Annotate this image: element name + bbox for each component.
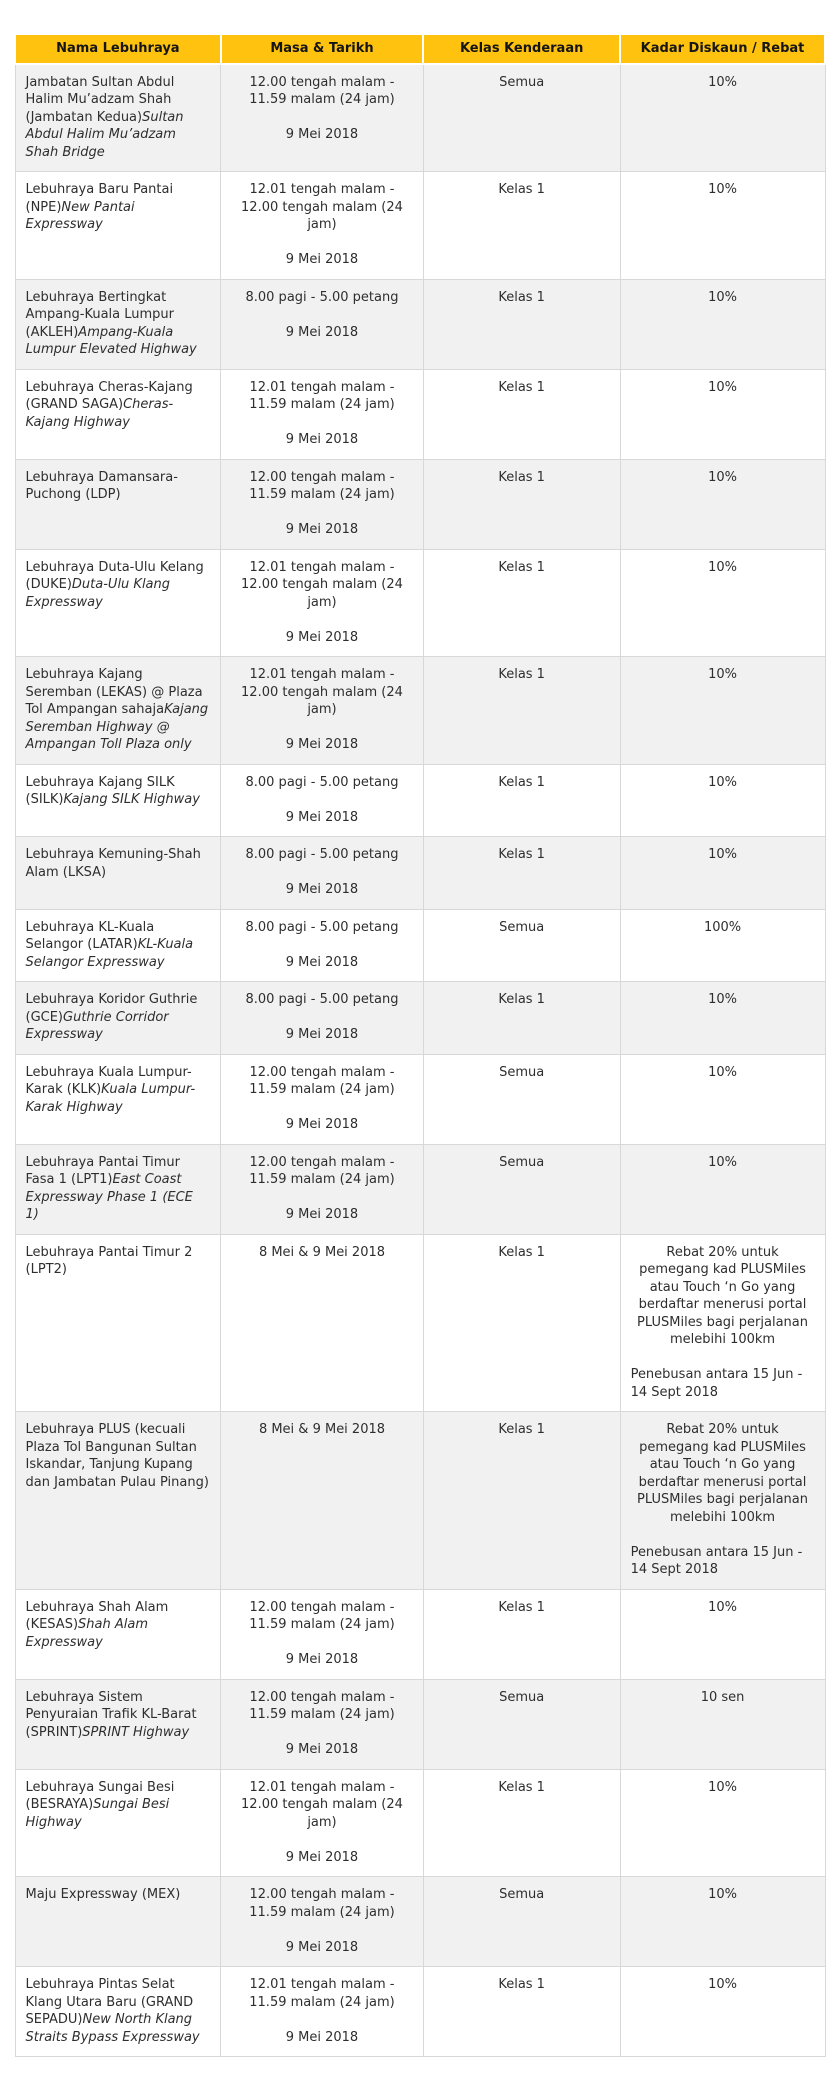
vehicle-class: Kelas 1 <box>498 667 545 682</box>
highway-name-malay: Lebuhraya Baru Pantai (NPE) <box>25 182 174 215</box>
cell-vehicle-class <box>423 657 620 765</box>
discount-rate: 10% <box>708 559 737 575</box>
time-range: 12.00 tengah malam - 11.59 malam (24 jam) <box>249 1689 395 1722</box>
discount-rate: 10% <box>708 74 737 90</box>
cell-time-date <box>221 1234 424 1412</box>
discount-rate: 10% <box>708 992 737 1007</box>
cell-vehicle-class <box>423 1054 620 1144</box>
cell-discount-rate <box>620 657 825 765</box>
table-row <box>15 1967 825 2057</box>
time-range: 12.01 tengah malam - 12.00 tengah malam (24 jam) <box>241 182 403 232</box>
cell-time-date <box>221 837 424 910</box>
date: 9 Mei 2018 <box>285 954 359 970</box>
date: 9 Mei 2018 <box>285 1652 359 1667</box>
time-range: 12.00 tengah malam - 11.59 malam (24 jam) <box>249 1154 395 1187</box>
time-range: 12.00 tengah malam - 11.59 malam (24 jam) <box>249 1599 395 1632</box>
highway-name-malay: Lebuhraya Cheras-Kajang (GRAND SAGA) <box>25 379 193 412</box>
highway-name-malay: Maju Expressway (MEX) <box>25 1887 181 1902</box>
time-range: 8.00 pagi - 5.00 petang <box>245 919 399 935</box>
redemption-note: Penebusan antara 15 Jun - 14 Sept 2018 <box>630 1544 803 1577</box>
table-row <box>15 1412 825 1590</box>
cell-vehicle-class <box>423 1412 620 1590</box>
cell-highway-name <box>15 1679 221 1769</box>
table-body <box>15 64 825 2057</box>
table-header <box>15 34 825 64</box>
discount-rate: 10% <box>708 379 737 395</box>
table-row <box>15 369 825 459</box>
date: 9 Mei 2018 <box>285 1939 359 1955</box>
cell-time-date <box>221 549 424 657</box>
table-row <box>15 837 825 910</box>
time-range: 8.00 pagi - 5.00 petang <box>245 992 399 1007</box>
highway-name-english: Shah Alam Expressway <box>25 1617 148 1650</box>
cell-vehicle-class <box>423 764 620 837</box>
cell-vehicle-class <box>423 1679 620 1769</box>
cell-discount-rate <box>620 1234 825 1412</box>
cell-highway-name <box>15 1589 221 1679</box>
date: 9 Mei 2018 <box>285 629 359 645</box>
table-row <box>15 64 825 172</box>
date: 9 Mei 2018 <box>285 432 359 447</box>
cell-time-date <box>221 459 424 549</box>
vehicle-class: Semua <box>499 74 545 90</box>
time-range: 8.00 pagi - 5.00 petang <box>245 289 399 305</box>
table-row <box>15 1054 825 1144</box>
cell-discount-rate <box>620 549 825 657</box>
time-range: 12.01 tengah malam - 11.59 malam (24 jam) <box>249 1977 395 2010</box>
vehicle-class: Kelas 1 <box>498 379 545 395</box>
cell-vehicle-class <box>423 279 620 369</box>
cell-discount-rate <box>620 1679 825 1769</box>
date: 9 Mei 2018 <box>285 809 359 825</box>
discount-rate: 10% <box>708 1154 737 1170</box>
highway-name-malay: Lebuhraya Pantai Timur 2 (LPT2) <box>25 1244 193 1277</box>
time-range: 12.01 tengah malam - 11.59 malam (24 jam) <box>249 379 395 412</box>
highway-name-english: KL-Kuala Selangor Expressway <box>25 937 194 970</box>
highway-name-english: Sultan Abdul Halim Mu’adzam Shah Bridge <box>25 109 184 160</box>
table-row <box>15 549 825 657</box>
cell-highway-name <box>15 1054 221 1144</box>
highway-name-malay: Lebuhraya Kajang Seremban (LEKAS) @ Plaza Tol Ampangan sahaja <box>25 667 203 717</box>
highway-name-malay: Lebuhraya Duta-Ulu Kelang (DUKE) <box>25 559 204 592</box>
discount-rate: 10% <box>708 847 737 862</box>
date: 9 Mei 2018 <box>285 127 359 142</box>
highway-name-malay: Lebuhraya Kemuning-Shah Alam (LKSA) <box>25 847 201 880</box>
vehicle-class: Kelas 1 <box>498 992 545 1007</box>
discount-rate: 10% <box>708 182 737 197</box>
cell-time-date <box>221 1877 424 1967</box>
discount-rate: Rebat 20% untuk pemegang kad PLUSMiles atau Touch ‘n Go yang berdaftar menerusi portal PLUSMiles bagi perjalanan melebihi 100km <box>637 1244 809 1347</box>
date: 9 Mei 2018 <box>285 522 359 537</box>
cell-highway-name <box>15 279 221 369</box>
cell-highway-name <box>15 909 221 982</box>
vehicle-class: Kelas 1 <box>498 559 545 575</box>
col-header-kadar-diskaun: Kadar Diskaun / Rebat <box>620 34 825 64</box>
discount-rate: 10 sen <box>700 1689 745 1705</box>
cell-discount-rate <box>620 279 825 369</box>
date: 9 Mei 2018 <box>285 2029 359 2045</box>
cell-time-date <box>221 369 424 459</box>
time-range: 12.01 tengah malam - 12.00 tengah malam (24 jam) <box>241 667 403 717</box>
date: 9 Mei 2018 <box>285 737 359 752</box>
highway-name-malay: Lebuhraya Kuala Lumpur-Karak (KLK) <box>25 1064 192 1097</box>
cell-highway-name <box>15 172 221 280</box>
date: 9 Mei 2018 <box>285 252 359 267</box>
cell-discount-rate <box>620 837 825 910</box>
highway-name-malay: Lebuhraya Koridor Guthrie (GCE) <box>25 992 198 1025</box>
table-row <box>15 1679 825 1769</box>
cell-discount-rate <box>620 1769 825 1877</box>
vehicle-class: Kelas 1 <box>498 289 545 305</box>
cell-highway-name <box>15 1144 221 1234</box>
table-row <box>15 279 825 369</box>
cell-time-date <box>221 1412 424 1590</box>
vehicle-class: Semua <box>499 1154 545 1170</box>
highway-name-malay: Lebuhraya Shah Alam (KESAS) <box>25 1599 169 1632</box>
table-row <box>15 172 825 280</box>
highway-name-english: Kuala Lumpur-Karak Highway <box>25 1082 196 1115</box>
cell-vehicle-class <box>423 837 620 910</box>
highway-name-malay: Lebuhraya Damansara-Puchong (LDP) <box>25 469 178 502</box>
cell-vehicle-class <box>423 1144 620 1234</box>
cell-time-date <box>221 172 424 280</box>
col-header-kelas-kenderaan: Kelas Kenderaan <box>423 34 620 64</box>
table-row <box>15 1234 825 1412</box>
table-row <box>15 982 825 1055</box>
cell-time-date <box>221 1054 424 1144</box>
cell-time-date <box>221 64 424 172</box>
date: 9 Mei 2018 <box>285 324 359 340</box>
cell-discount-rate <box>620 1877 825 1967</box>
time-range: 8.00 pagi - 5.00 petang <box>245 774 399 790</box>
discount-rate: 10% <box>708 667 737 682</box>
cell-vehicle-class <box>423 459 620 549</box>
cell-vehicle-class <box>423 369 620 459</box>
col-header-nama-lebuhraya: Nama Lebuhraya <box>15 34 221 64</box>
cell-vehicle-class <box>423 64 620 172</box>
cell-time-date <box>221 1589 424 1679</box>
cell-highway-name <box>15 982 221 1055</box>
cell-highway-name <box>15 1234 221 1412</box>
table-row <box>15 1877 825 1967</box>
cell-time-date <box>221 279 424 369</box>
cell-discount-rate <box>620 1144 825 1234</box>
cell-vehicle-class <box>423 1967 620 2057</box>
cell-highway-name <box>15 1412 221 1590</box>
vehicle-class: Kelas 1 <box>498 1422 545 1437</box>
highway-name-english: Sungai Besi Highway <box>25 1797 170 1830</box>
toll-discount-table <box>14 33 826 2057</box>
cell-time-date <box>221 657 424 765</box>
discount-rate: 10% <box>708 289 737 305</box>
cell-vehicle-class <box>423 1769 620 1877</box>
cell-discount-rate <box>620 369 825 459</box>
cell-discount-rate <box>620 64 825 172</box>
table-row <box>15 459 825 549</box>
highway-name-malay: Lebuhraya Kajang SILK (SILK) <box>25 774 175 807</box>
discount-rate: 10% <box>708 1599 737 1615</box>
highway-name-malay: Lebuhraya Sistem Penyuraian Trafik KL-Barat (SPRINT) <box>25 1689 197 1740</box>
cell-discount-rate <box>620 909 825 982</box>
vehicle-class: Kelas 1 <box>498 1599 545 1615</box>
highway-name-english: SPRINT Highway <box>82 1724 190 1740</box>
vehicle-class: Kelas 1 <box>498 1977 545 1992</box>
highway-name-malay: Jambatan Sultan Abdul Halim Mu’adzam Shah (Jambatan Kedua) <box>25 74 175 125</box>
highway-name-malay: Lebuhraya Pantai Timur Fasa 1 (LPT1) <box>25 1154 181 1187</box>
cell-highway-name <box>15 657 221 765</box>
vehicle-class: Kelas 1 <box>498 774 545 790</box>
time-range: 8.00 pagi - 5.00 petang <box>245 847 399 862</box>
cell-time-date <box>221 982 424 1055</box>
table-row <box>15 909 825 982</box>
cell-time-date <box>221 764 424 837</box>
vehicle-class: Semua <box>499 1689 545 1705</box>
cell-highway-name <box>15 369 221 459</box>
vehicle-class: Kelas 1 <box>498 1779 545 1795</box>
vehicle-class: Kelas 1 <box>498 469 545 485</box>
date: 9 Mei 2018 <box>285 1207 359 1222</box>
vehicle-class: Semua <box>499 1887 545 1902</box>
discount-rate: 10% <box>708 1887 737 1902</box>
discount-rate: 10% <box>708 1977 737 1992</box>
discount-rate: 10% <box>708 1779 737 1795</box>
table-row <box>15 1144 825 1234</box>
highway-name-malay: Lebuhraya Pintas Selat Klang Utara Baru (GRAND SEPADU) <box>25 1977 194 2027</box>
cell-highway-name <box>15 1769 221 1877</box>
cell-time-date <box>221 909 424 982</box>
cell-discount-rate <box>620 1589 825 1679</box>
cell-highway-name <box>15 837 221 910</box>
cell-time-date <box>221 1679 424 1769</box>
cell-vehicle-class <box>423 1877 620 1967</box>
highway-name-english: Kajang Seremban Highway @ Ampangan Toll Plaza only <box>25 702 209 752</box>
time-range: 12.00 tengah malam - 11.59 malam (24 jam) <box>249 469 395 502</box>
highway-name-english: East Coast Expressway Phase 1 (ECE 1) <box>25 1172 193 1222</box>
cell-highway-name <box>15 459 221 549</box>
cell-time-date <box>221 1769 424 1877</box>
date: 9 Mei 2018 <box>285 1027 359 1042</box>
date: 9 Mei 2018 <box>285 1849 359 1865</box>
time-range: 12.00 tengah malam - 11.59 malam (24 jam) <box>249 1887 395 1920</box>
vehicle-class: Semua <box>499 1064 545 1080</box>
cell-time-date <box>221 1967 424 2057</box>
cell-time-date <box>221 1144 424 1234</box>
table-row <box>15 1769 825 1877</box>
discount-rate: Rebat 20% untuk pemegang kad PLUSMiles atau Touch ‘n Go yang berdaftar menerusi portal PLUSMiles bagi perjalanan melebihi 100km <box>637 1422 809 1525</box>
redemption-note: Penebusan antara 15 Jun - 14 Sept 2018 <box>630 1367 803 1400</box>
vehicle-class: Semua <box>499 919 545 935</box>
highway-name-english: New North Klang Straits Bypass Expressway <box>25 2012 200 2045</box>
time-range: 12.00 tengah malam - 11.59 malam (24 jam) <box>249 1064 395 1097</box>
discount-rate: 10% <box>708 469 737 485</box>
highway-name-malay: Lebuhraya KL-Kuala Selangor (LATAR) <box>25 919 155 952</box>
highway-name-english: Kajang SILK Highway <box>63 792 200 807</box>
cell-highway-name <box>15 64 221 172</box>
highway-name-english: Cheras-Kajang Highway <box>25 397 174 430</box>
vehicle-class: Kelas 1 <box>498 182 545 197</box>
time-range: 12.01 tengah malam - 12.00 tengah malam (24 jam) <box>241 1779 403 1830</box>
time-range: 8 Mei & 9 Mei 2018 <box>258 1422 386 1437</box>
cell-discount-rate <box>620 459 825 549</box>
vehicle-class: Kelas 1 <box>498 1244 545 1260</box>
time-range: 12.00 tengah malam - 11.59 malam (24 jam) <box>249 74 395 107</box>
highway-name-malay: Lebuhraya PLUS (kecuali Plaza Tol Bangunan Sultan Iskandar, Tanjung Kupang dan Jambatan Pulau Pinang) <box>25 1422 209 1490</box>
col-header-masa-tarikh: Masa & Tarikh <box>221 34 424 64</box>
cell-highway-name <box>15 1967 221 2057</box>
date: 9 Mei 2018 <box>285 1742 359 1757</box>
cell-highway-name <box>15 764 221 837</box>
cell-vehicle-class <box>423 909 620 982</box>
cell-vehicle-class <box>423 982 620 1055</box>
cell-discount-rate <box>620 1054 825 1144</box>
highway-name-malay: Lebuhraya Bertingkat Ampang-Kuala Lumpur (AKLEH) <box>25 289 175 340</box>
cell-discount-rate <box>620 172 825 280</box>
time-range: 12.01 tengah malam - 12.00 tengah malam (24 jam) <box>241 559 403 610</box>
highway-name-english: Guthrie Corridor Expressway <box>25 1009 169 1042</box>
vehicle-class: Kelas 1 <box>498 847 545 862</box>
discount-rate: 10% <box>708 1064 737 1080</box>
cell-vehicle-class <box>423 1589 620 1679</box>
highway-name-english: Duta-Ulu Klang Expressway <box>25 577 171 610</box>
date: 9 Mei 2018 <box>285 882 359 897</box>
highway-name-malay: Lebuhraya Sungai Besi (BESRAYA) <box>25 1779 175 1812</box>
cell-vehicle-class <box>423 1234 620 1412</box>
cell-discount-rate <box>620 1967 825 2057</box>
cell-discount-rate <box>620 764 825 837</box>
table-row <box>15 1589 825 1679</box>
table-row <box>15 657 825 765</box>
discount-rate: 100% <box>703 919 742 935</box>
cell-discount-rate <box>620 982 825 1055</box>
date: 9 Mei 2018 <box>285 1117 359 1132</box>
cell-highway-name <box>15 549 221 657</box>
header-row <box>15 34 825 64</box>
cell-discount-rate <box>620 1412 825 1590</box>
highway-name-english: New Pantai Expressway <box>25 199 135 232</box>
discount-rate: 10% <box>708 774 737 790</box>
cell-vehicle-class <box>423 549 620 657</box>
table-row <box>15 764 825 837</box>
time-range: 8 Mei & 9 Mei 2018 <box>258 1244 386 1260</box>
cell-highway-name <box>15 1877 221 1967</box>
cell-vehicle-class <box>423 172 620 280</box>
highway-name-english: Ampang-Kuala Lumpur Elevated Highway <box>25 324 197 357</box>
